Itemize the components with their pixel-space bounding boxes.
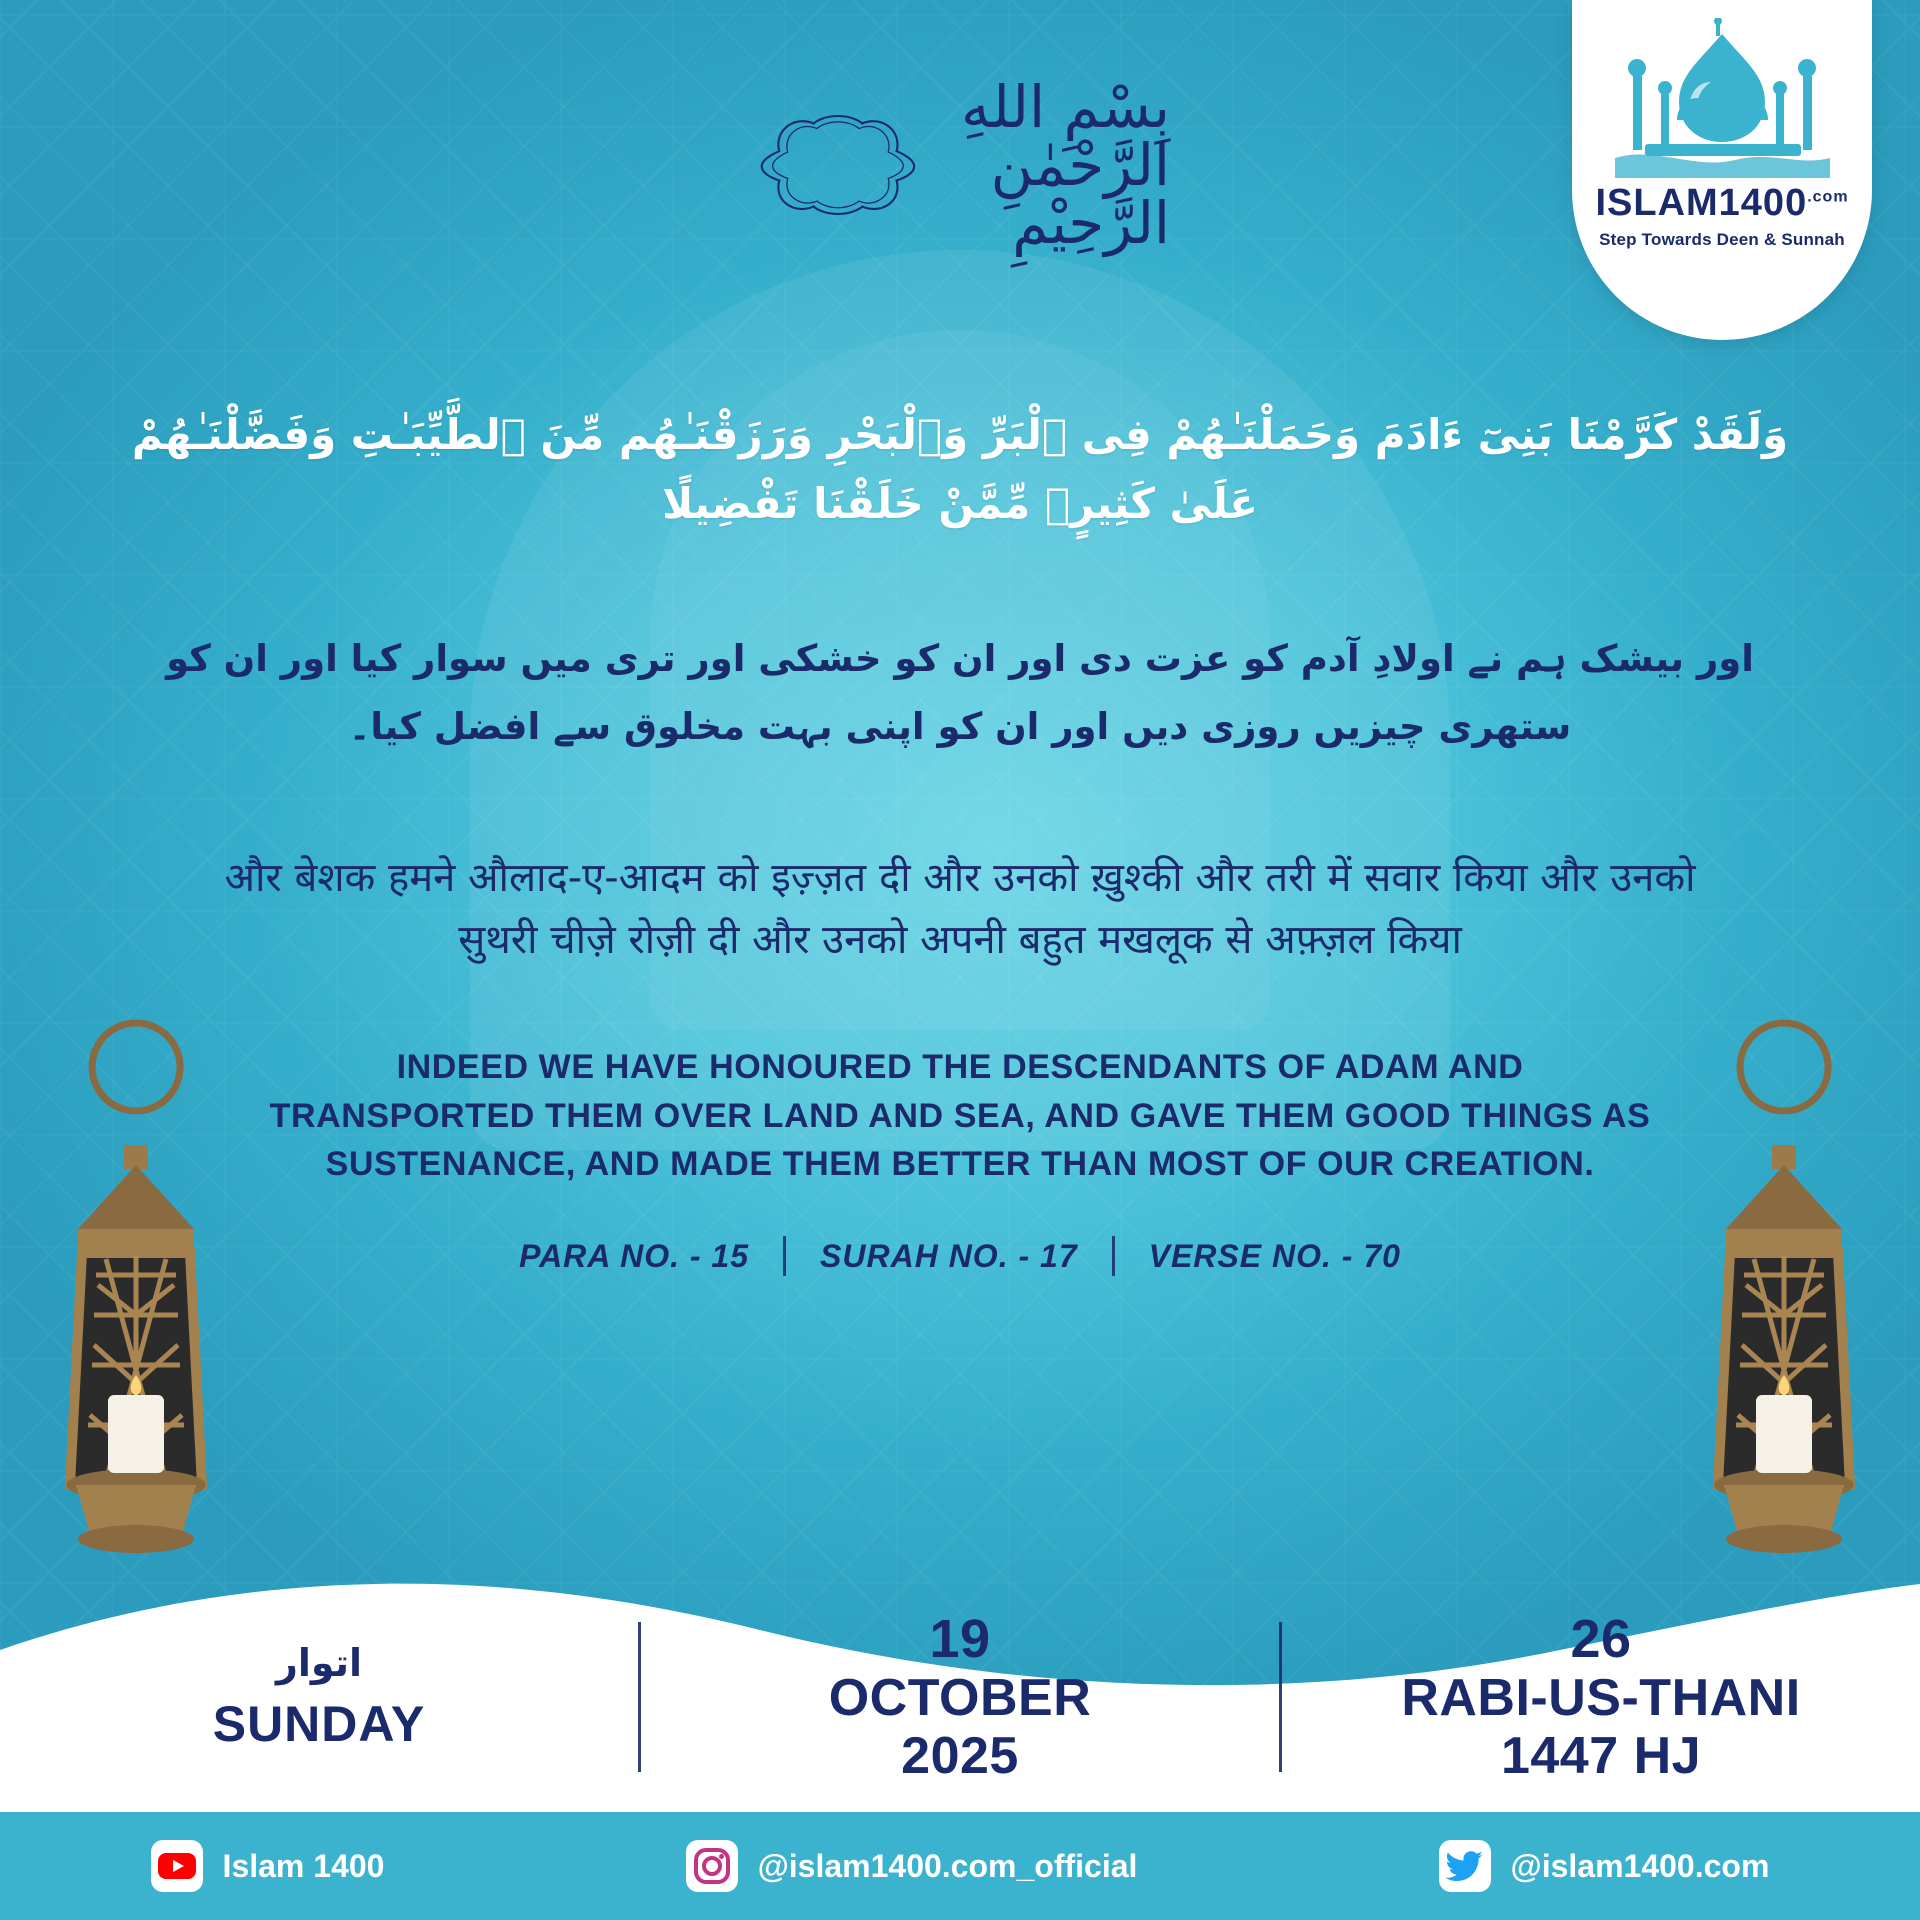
- verse-hindi: और बेशक हमने औलाद-ए-आदम को इज़्ज़त दी और उनको ख़ुश्की और तरी में सवार किया और उनको सुथरी चीज़े रोज़ी दी और उनको अपनी बहुत मखलूक से अफ़्ज़ल किया: [224, 855, 1696, 964]
- youtube-icon[interactable]: [151, 1840, 203, 1892]
- instagram-handle: @islam1400.com_official: [757, 1847, 1138, 1884]
- reference-divider: [1112, 1236, 1115, 1276]
- day-cell: [0, 1642, 638, 1753]
- reference-divider: [783, 1236, 786, 1276]
- hijri-year: 1447 HJ: [1500, 1727, 1702, 1786]
- verse-reference: [120, 1236, 1800, 1276]
- gregorian-year: 2025: [901, 1727, 1019, 1786]
- instagram-link[interactable]: [686, 1840, 1138, 1892]
- verse-content: [0, 400, 1920, 1276]
- youtube-glyph: [157, 1851, 197, 1881]
- day-english: SUNDAY: [212, 1696, 426, 1753]
- twitter-glyph: [1445, 1849, 1485, 1883]
- logo-badge: [1572, 0, 1872, 340]
- reference-surah: SURAH NO. - 17: [820, 1237, 1078, 1274]
- date-divider: [638, 1622, 641, 1772]
- instagram-glyph: [692, 1846, 732, 1886]
- youtube-handle: Islam 1400: [222, 1847, 385, 1884]
- verse-urdu: اور بیشک ہم نے اولادِ آدم کو عزت دی اور ان کو خشکی اور تری میں سوار کیا اور ان کو ستھری چیزیں روزی دیں اور ان کو اپنی بہت مخلوق سے افضل کیا۔: [166, 636, 1754, 749]
- twitter-link[interactable]: [1439, 1840, 1770, 1892]
- day-urdu: اتوار: [275, 1640, 363, 1685]
- reference-verse: VERSE NO. - 70: [1148, 1237, 1401, 1274]
- hijri-month: RABI-US-THANI: [1401, 1669, 1801, 1727]
- instagram-icon[interactable]: [686, 1840, 738, 1892]
- brand-tagline: Step Towards Deen & Sunnah: [1599, 230, 1845, 249]
- bismillah-calligraphy: [750, 40, 1170, 290]
- footer-social-bar: [0, 1812, 1920, 1920]
- verse-english: INDEED WE HAVE HONOURED THE DESCENDANTS OF ADAM AND TRANSPORTED THEM OVER LAND AND SEA, AND GAVE THEM GOOD THINGS AS SUSTENANCE, AND MADE THEM BETTER THAN MOST OF OUR CREATION.: [269, 1048, 1651, 1183]
- bismillah-text: بِسْمِ اللهِ الرَّحْمٰنِ الرَّحِيْمِ: [960, 73, 1170, 257]
- bismillah-frame-icon: [750, 40, 926, 290]
- verse-arabic: وَلَقَدْ كَرَّمْنَا بَنِىٓ ءَادَمَ وَحَمَلْنَـٰهُمْ فِى ٱلْبَرِّ وَٱلْبَحْرِ وَرَزَقْنَـٰهُم مِّنَ ٱلطَّيِّبَـٰتِ وَفَضَّلْنَـٰهُمْ عَلَىٰ كَثِيرٍۢ مِّمَّنْ خَلَقْنَا تَفْضِيلًا: [131, 410, 1789, 529]
- brand-text: ISLAM1400: [1595, 182, 1808, 224]
- date-divider: [1279, 1622, 1282, 1772]
- hijri-day: 26: [1570, 1608, 1632, 1669]
- date-bar: [0, 1582, 1920, 1812]
- brand-suffix: .com: [1807, 188, 1849, 206]
- twitter-handle: @islam1400.com: [1510, 1847, 1770, 1884]
- gregorian-date-cell: [641, 1609, 1279, 1786]
- twitter-icon[interactable]: [1439, 1840, 1491, 1892]
- hijri-date-cell: [1282, 1609, 1920, 1786]
- reference-para: PARA NO. - 15: [519, 1237, 750, 1274]
- gregorian-day: 19: [929, 1608, 991, 1669]
- youtube-link[interactable]: [151, 1840, 385, 1892]
- mosque-icon: [1615, 18, 1830, 178]
- brand-name: [1595, 184, 1848, 222]
- gregorian-month: OCTOBER: [828, 1669, 1092, 1727]
